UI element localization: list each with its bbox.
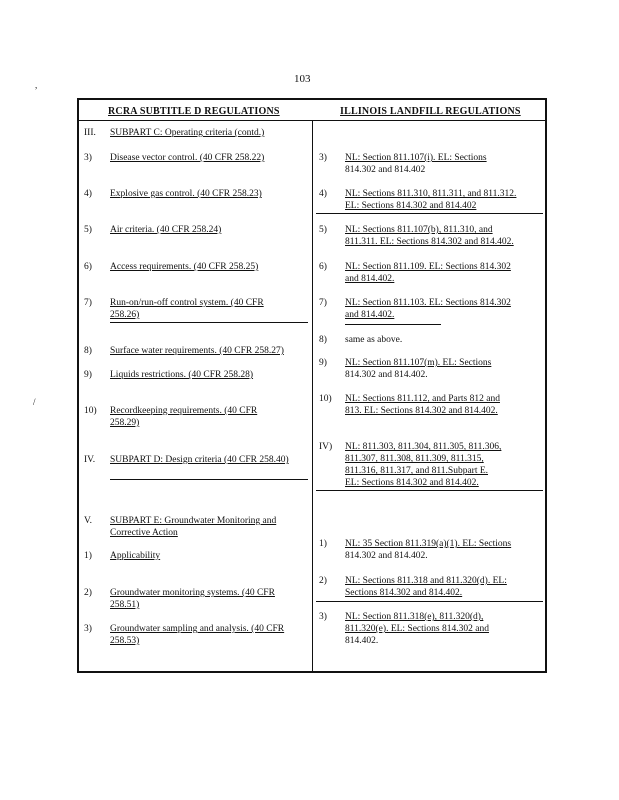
subpart-e-number: V. <box>84 516 93 526</box>
left-item-explosive-gas: Explosive gas control. (40 CFR 258.23) <box>110 189 262 199</box>
right-item-liquids-line1: NL: Section 811.107(m). EL: Sections <box>345 358 492 368</box>
left-item-number: 9) <box>84 370 92 380</box>
subpart-c-heading: SUBPART C: Operating criteria (contd.) <box>110 128 265 138</box>
margin-mark-middle: / <box>33 397 36 407</box>
right-item-number: 9) <box>319 358 327 368</box>
right-item-applicability-line1: NL: 35 Section 811.319(a)(1). EL: Sections <box>345 539 512 549</box>
left-rule <box>110 322 308 323</box>
subpart-c-number: III. <box>84 128 96 138</box>
left-item-number: 5) <box>84 225 92 235</box>
right-item-applicability-line2: 814.302 and 814.402. <box>345 551 428 561</box>
right-item-number: 2) <box>319 576 327 586</box>
subpart-d-heading: SUBPART D: Design criteria (40 CFR 258.40) <box>110 455 289 465</box>
right-item-liquids-line2: 814.302 and 814.402. <box>345 370 428 380</box>
right-item-number: 3) <box>319 612 327 622</box>
right-item-access-line1: NL: Section 811.109. EL: Sections 814.302 <box>345 262 511 272</box>
right-item-number: 1) <box>319 539 327 549</box>
left-item-recordkeeping: Recordkeeping requirements. (40 CFR 258.29) <box>110 406 258 428</box>
left-item-applicability: Applicability <box>110 551 161 561</box>
right-item-monitoring-line2: Sections 814.302 and 814.402. <box>345 588 463 598</box>
right-item-explosive-gas-line2: EL: Sections 814.302 and 814.402 <box>345 201 477 211</box>
right-item-number: IV) <box>319 442 333 452</box>
left-rule <box>110 479 308 480</box>
left-item-air-criteria: Air criteria. (40 CFR 258.24) <box>110 225 222 235</box>
right-item-design-line2: 811.307, 811.308, 811.309, 811.315, <box>345 454 484 464</box>
right-item-sampling-line1: NL: Section 811.318(e), 811.320(d), <box>345 612 484 622</box>
left-item-number: 2) <box>84 588 92 598</box>
left-item-number: 6) <box>84 262 92 272</box>
right-item-explosive-gas-line1: NL: Sections 811.310, 811.311, and 811.312. <box>345 189 517 199</box>
right-item-disease-vector-line2: 814.302 and 814.402 <box>345 165 426 175</box>
subpart-e-heading: SUBPART E: Groundwater Monitoring and Corrective Action <box>110 516 277 538</box>
right-item-design-line3: 811.316, 811.317, and 811.Subpart E. <box>345 466 489 476</box>
right-rule <box>316 490 543 491</box>
right-rule <box>316 213 543 214</box>
right-rule <box>316 601 543 602</box>
left-item-number: 8) <box>84 346 92 356</box>
margin-mark-top: , <box>35 80 38 90</box>
left-item-number: 3) <box>84 624 92 634</box>
left-item-groundwater-sampling: Groundwater sampling and analysis. (40 CFR 258.53) <box>110 624 285 646</box>
subpart-d-number: IV. <box>84 455 96 465</box>
right-item-sampling-line2: 811.320(e). EL: Sections 814.302 and <box>345 624 489 634</box>
right-item-run-on-line2: and 814.402. <box>345 310 395 320</box>
right-item-design-line1: NL: 811.303, 811.304, 811.305, 811.306, <box>345 442 502 452</box>
left-item-number: 10) <box>84 406 97 416</box>
right-item-number: 4) <box>319 189 327 199</box>
rcra-column-header: RCRA SUBTITLE D REGULATIONS <box>108 106 280 117</box>
left-item-surface-water: Surface water requirements. (40 CFR 258.27) <box>110 346 284 356</box>
left-item-number: 3) <box>84 153 92 163</box>
left-item-liquids: Liquids restrictions. (40 CFR 258.28) <box>110 370 254 380</box>
illinois-column-header: ILLINOIS LANDFILL REGULATIONS <box>340 106 521 117</box>
right-item-sampling-line3: 814.402. <box>345 636 379 646</box>
right-item-surface-water: same as above. <box>345 335 403 345</box>
left-item-run-on-run-off: Run-on/run-off control system. (40 CFR 258.26) <box>110 298 264 320</box>
left-item-number: 7) <box>84 298 92 308</box>
left-item-number: 4) <box>84 189 92 199</box>
right-item-recordkeeping-line1: NL: Sections 811.112, and Parts 812 and <box>345 394 500 404</box>
right-item-design-line4: EL: Sections 814.302 and 814.402. <box>345 478 479 488</box>
right-item-number: 3) <box>319 153 327 163</box>
right-item-number: 8) <box>319 335 327 345</box>
right-item-number: 10) <box>319 394 332 404</box>
right-item-monitoring-line1: NL: Sections 811.318 and 811.320(d). EL: <box>345 576 507 586</box>
column-divider <box>312 120 313 673</box>
right-item-run-on-line1: NL: Section 811.103. EL: Sections 814.302 <box>345 298 511 308</box>
right-item-number: 5) <box>319 225 327 235</box>
right-item-air-criteria-line2: 811.311. EL: Sections 814.302 and 814.402. <box>345 237 514 247</box>
right-item-air-criteria-line1: NL: Sections 811.107(b), 811.310, and <box>345 225 493 235</box>
right-item-access-line2: and 814.402. <box>345 274 395 284</box>
left-item-groundwater-monitoring: Groundwater monitoring systems. (40 CFR 258.51) <box>110 588 275 610</box>
right-item-recordkeeping-line2: 813. EL: Sections 814.302 and 814.402. <box>345 406 498 416</box>
left-item-disease-vector: Disease vector control. (40 CFR 258.22) <box>110 153 265 163</box>
right-rule <box>345 324 441 325</box>
right-item-number: 6) <box>319 262 327 272</box>
left-item-access: Access requirements. (40 CFR 258.25) <box>110 262 259 272</box>
page-number: 103 <box>294 73 311 85</box>
left-item-number: 1) <box>84 551 92 561</box>
right-item-number: 7) <box>319 298 327 308</box>
right-item-disease-vector-line1: NL: Section 811.107(i). EL: Sections <box>345 153 487 163</box>
